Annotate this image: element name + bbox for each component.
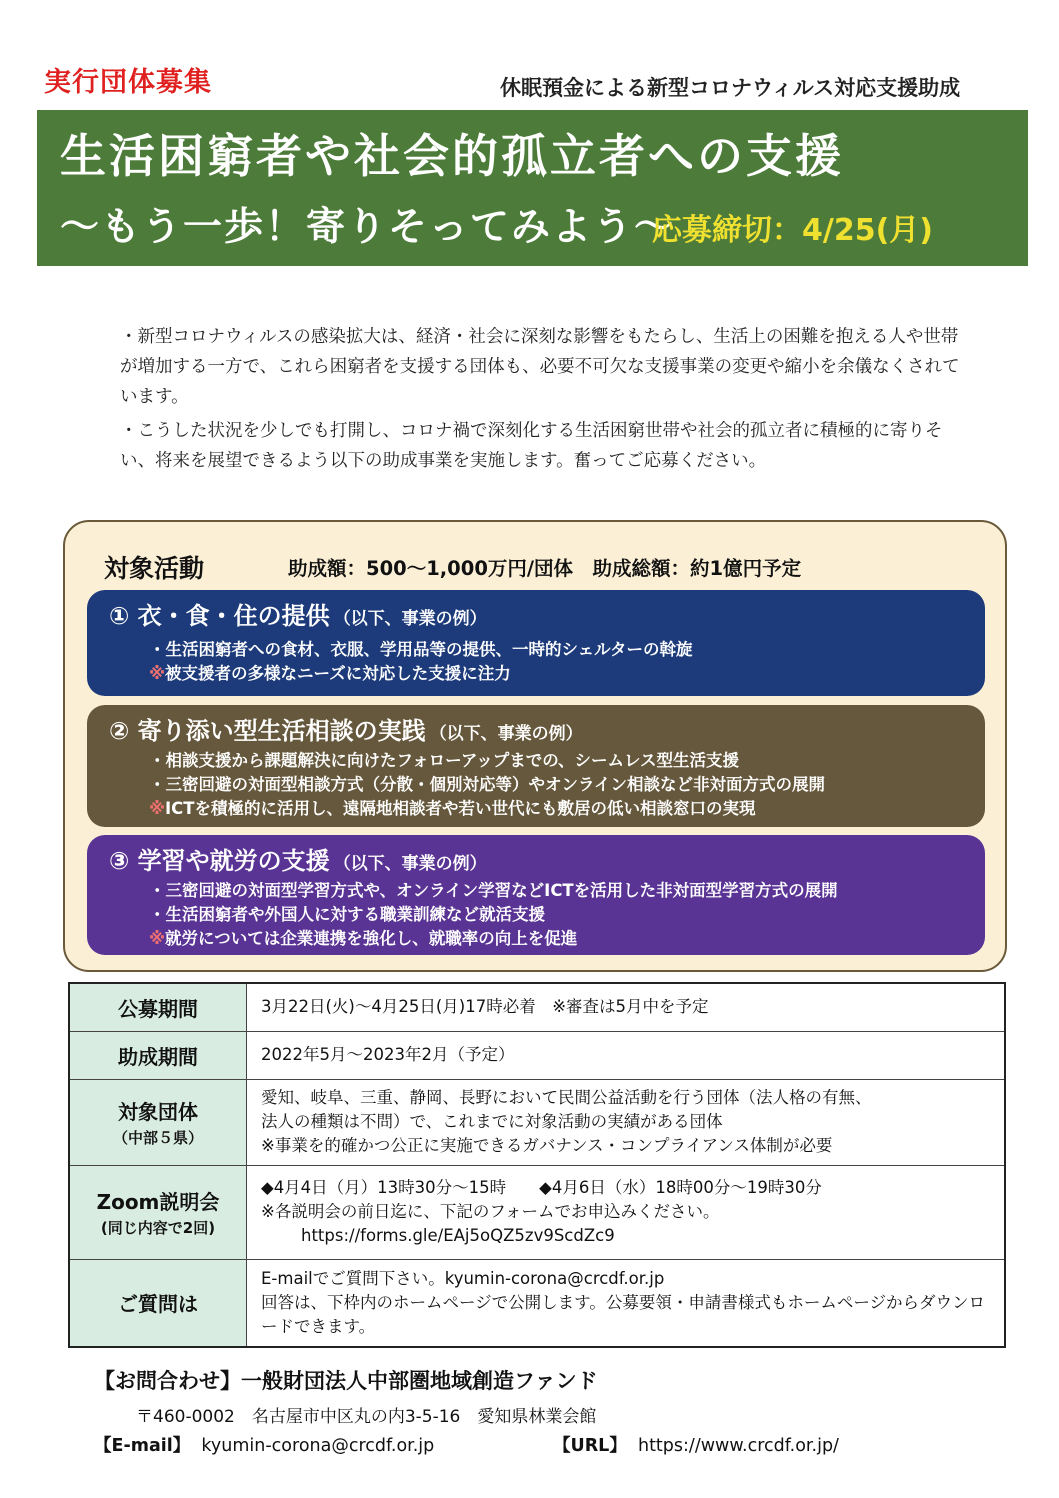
activity-note: ※被支援者の多様なニーズに対応した支援に注力 — [149, 664, 511, 683]
activity-card-title: ① 衣・食・住の提供 （以下、事業の例） — [109, 602, 487, 630]
activity-card-1 — [87, 590, 985, 696]
contact-address: 〒460-0002 名古屋市中区丸の内3-5-16 愛知県林業会館 — [136, 1407, 597, 1427]
intro-paragraph: ・こうした状況を少しでも打開し、コロナ禍で深刻化する生活困窮世帯や社会的孤立者に積極的に寄りそい、将来を展望できるよう以下の助成事業を実施します。奮ってご応募ください。 — [120, 421, 943, 471]
activity-card-3 — [87, 835, 985, 955]
zoom-head-sub: (同じ内容で2回) — [100, 1219, 216, 1237]
note-mark: ※ — [149, 664, 166, 683]
example-label: （以下、事業の例） — [429, 724, 583, 744]
table-row — [69, 1165, 1005, 1259]
table-row — [69, 983, 1005, 1031]
email-label: 【E-mail】 — [94, 1436, 191, 1456]
note-mark: ※ — [149, 799, 166, 818]
example-label: （以下、事業の例） — [333, 854, 487, 874]
period-body: 3月22日(火)～4月25日(月)17時必着 ※審査は5月中を予定 — [247, 983, 1006, 1031]
form-link[interactable]: https://forms.gle/EAj5oQZ5zv9ScdZc9 — [301, 1226, 615, 1245]
activity-card-2 — [87, 705, 985, 827]
target-head-sub: （中部５県） — [112, 1129, 203, 1147]
recruit-label: 実行団体募集 — [44, 67, 212, 98]
deadline-label: 応募締切：4/25(月) — [652, 213, 934, 248]
table-row — [69, 1079, 1005, 1165]
period-head: 公募期間 — [69, 983, 247, 1031]
activity-note: ※ICTを積極的に活用し、遠隔地相談者や若い世代にも敷居の低い相談窓口の実現 — [149, 799, 756, 818]
activity-example-line: ・三密回避の対面型学習方式や、オンライン学習などICTを活用した非対面型学習方式の展開 — [149, 881, 838, 900]
zoom-head: Zoom説明会 (同じ内容で2回) — [69, 1165, 247, 1259]
url-label: 【URL】 — [553, 1436, 627, 1456]
activity-card-title: ② 寄り添い型生活相談の実践 （以下、事業の例） — [109, 717, 583, 745]
contact-title: 【お問合わせ】一般財団法人中部圏地域創造ファンド — [94, 1369, 598, 1393]
target-head: 対象団体 （中部５県） — [69, 1079, 247, 1165]
activity-example-line: ・生活困窮者への食材、衣服、学用品等の提供、一時的シェルターの斡旋 — [149, 640, 693, 659]
target-body: 愛知、岐阜、三重、静岡、長野において民間公益活動を行う団体（法人格の有無、 法人の種類は不問）で、これまでに対象活動の実績がある団体 ※事業を的確かつ公正に実施できるガバナンス・コンプライアンス体制が必要 — [247, 1079, 1006, 1165]
activity-example-line: ・生活困窮者や外国人に対する職業訓練など就活支援 — [149, 905, 545, 924]
question-head: ご質問は — [69, 1259, 247, 1347]
question-body: E-mailでご質問下さい。kyumin-corona@crcdf.or.jp 回答は、下枠内のホームページで公開します。公募要領・申請書様式もホームページからダウンロードできます。 — [247, 1259, 1006, 1347]
info-table — [68, 982, 1006, 1348]
intro-paragraph: ・新型コロナウィルスの感染拡大は、経済・社会に深刻な影響をもたらし、生活上の困難を抱える人や世帯が増加する一方で、これら困窮者を支援する団体も、必要不可欠な支援事業の変更や縮小を余儀なくされています。 — [120, 327, 960, 407]
activity-example-line: ・相談支援から課題解決に向けたフォローアップまでの、シームレス型生活支援 — [149, 751, 740, 770]
example-label: （以下、事業の例） — [333, 609, 487, 629]
contact-email — [94, 1432, 434, 1457]
grant-period-body: 2022年5月～2023年2月（予定） — [247, 1031, 1006, 1079]
page-subtitle: ～もう一歩！寄りそってみよう～ — [60, 204, 676, 250]
email-link[interactable]: kyumin-corona@crcdf.or.jp — [201, 1436, 435, 1456]
url-link[interactable]: https://www.crcdf.or.jp/ — [637, 1436, 839, 1456]
subsidy-label: 休眠預金による新型コロナウィルス対応支援助成 — [500, 76, 961, 100]
activity-example-line: ・三密回避の対面型相談方式（分散・個別対応等）やオンライン相談など非対面方式の展開 — [149, 775, 826, 794]
table-row — [69, 1259, 1005, 1347]
grant-amount: 助成額：500～1,000万円/団体 助成総額：約1億円予定 — [288, 557, 802, 580]
grant-period-head: 助成期間 — [69, 1031, 247, 1079]
note-mark: ※ — [149, 929, 166, 948]
activity-card-title: ③ 学習や就労の支援 （以下、事業の例） — [109, 847, 487, 875]
table-row — [69, 1031, 1005, 1079]
contact-url — [553, 1432, 839, 1457]
page-title: 生活困窮者や社会的孤立者への支援 — [60, 129, 844, 183]
zoom-body: ◆4月4日（月）13時30分～15時 ◆4月6日（水）18時00分～19時30分 ※各説明会の前日迄に、下記のフォームでお申込みください。 https://forms.gle/EAj5oQZ5zv9ScdZc9 — [247, 1165, 1006, 1259]
activities-heading: 対象活動 — [104, 554, 205, 583]
activity-note: ※就労については企業連携を強化し、就職率の向上を促進 — [149, 929, 578, 948]
